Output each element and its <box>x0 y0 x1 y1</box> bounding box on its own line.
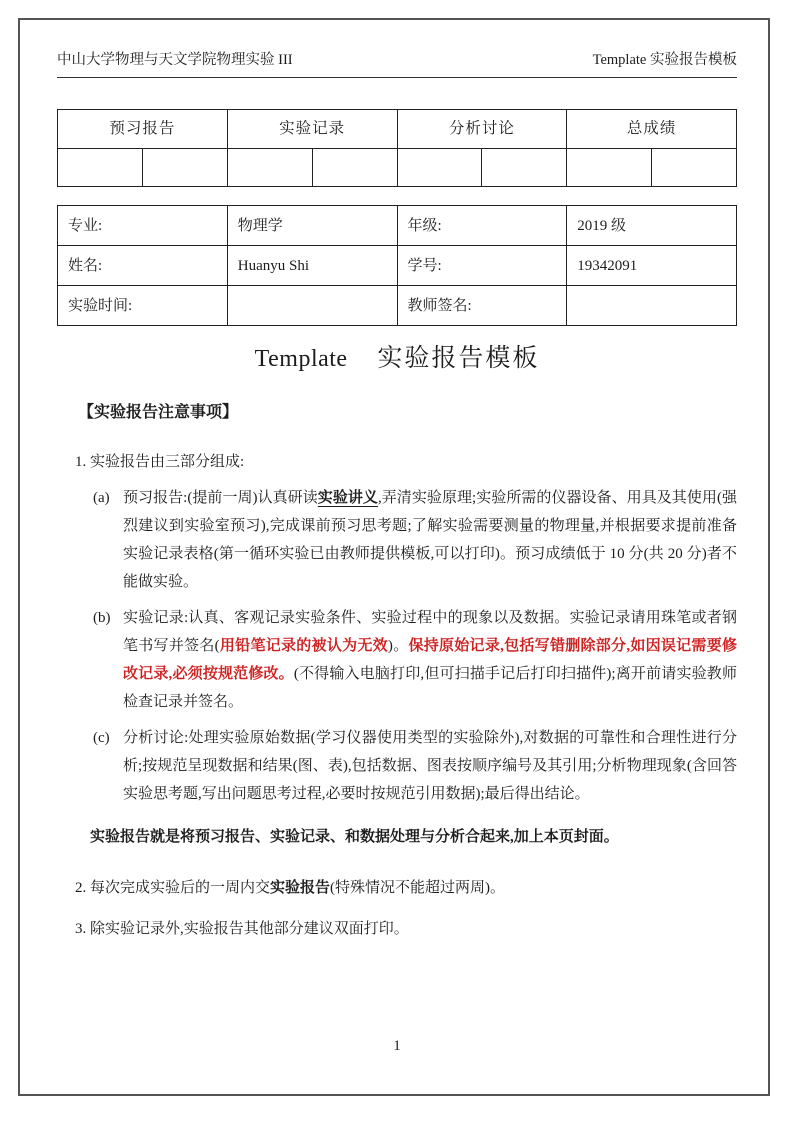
info-value-student-id: 19342091 <box>567 246 737 286</box>
notice-subitem-c-text: 分析讨论:处理实验原始数据(学习仪器使用类型的实验除外),对数据的可靠性和合理性进行分析;按规范呈现数据和结果(图、表),包括数据、图表按顺序编号及其引用;分析物理现象(含回答实验思考题,写出问题思考过程,必要时按规范引用数据);最后得出结论。 <box>123 730 737 802</box>
notice-item-3-marker: 3. <box>75 921 87 937</box>
notice-subitem-b-text: 实验记录:认真、客观记录实验条件、实验过程中的现象以及数据。实验记录请用珠笔或者钢笔书写并签名(用铅笔记录的被认为无效)。保持原始记录,包括写错删除部分,如因误记需要修改记录,必须按规范修改。(不得输入电脑打印,但可扫描手记后打印扫描件);离开前请实验教师检查记录并签名。 <box>123 610 737 710</box>
notice-item-1 <box>57 448 737 476</box>
info-label-teacher-signature: 教师签名: <box>397 286 567 326</box>
notice-item-3-text: 除实验记录外,实验报告其他部分建议双面打印。 <box>90 921 409 937</box>
student-info-table <box>57 205 737 326</box>
grade-empty-cell <box>397 149 482 187</box>
notice-item-3 <box>57 915 737 943</box>
info-label-name: 姓名: <box>58 246 228 286</box>
page-header <box>57 52 737 78</box>
grade-header-total-score: 总成绩 <box>567 110 737 149</box>
info-label-student-id: 学号: <box>397 246 567 286</box>
notice-heading: 【实验报告注意事项】 <box>78 404 239 421</box>
notice-subitem-c-marker: (c) <box>93 730 110 746</box>
grade-table-score-row <box>58 149 737 187</box>
notice-summary: 实验报告就是将预习报告、实验记录、和数据处理与分析合起来,加上本页封面。 <box>90 829 619 845</box>
notice-subitem-a-marker: (a) <box>93 490 110 506</box>
page-content <box>57 0 737 943</box>
notice-subitem-b-marker: (b) <box>93 610 111 626</box>
info-value-name: Huanyu Shi <box>227 246 397 286</box>
notice-item-2-marker: 2. <box>75 880 87 896</box>
grade-empty-cell <box>482 149 567 187</box>
notice-item-2 <box>57 874 737 902</box>
header-right-text: Template 实验报告模板 <box>592 52 737 68</box>
grade-empty-cell <box>58 149 143 187</box>
notice-subitem-b <box>57 604 737 716</box>
notice-subitem-c <box>57 724 737 808</box>
info-value-grade-year: 2019 级 <box>567 206 737 246</box>
info-value-experiment-time <box>227 286 397 326</box>
info-row-time-signature <box>58 286 737 326</box>
notice-item-1-text: 实验报告由三部分组成: <box>90 454 245 470</box>
report-title-chinese: 实验报告模板 <box>377 345 540 372</box>
report-title <box>57 341 737 380</box>
notice-subitem-a-text: 预习报告:(提前一周)认真研读实验讲义,弄清实验原理;实验所需的仪器设备、用具及其使用(强烈建议到实验室预习),完成课前预习思考题;了解实验需要测量的物理量,并根据要求提前准备实验记录表格(第一循环实验已由教师提供模板,可以打印)。预习成绩低于 10 分(共 20 分)者不能做实验。 <box>123 490 737 590</box>
grade-table-header-row <box>58 110 737 149</box>
page-number: 1 <box>393 1038 401 1054</box>
grade-empty-cell <box>312 149 397 187</box>
info-label-grade-year: 年级: <box>397 206 567 246</box>
grade-header-analysis-discussion: 分析讨论 <box>397 110 567 149</box>
header-left-text: 中山大学物理与天文学院物理实验 III <box>57 52 293 68</box>
report-title-english: Template <box>254 346 348 372</box>
info-row-name-id <box>58 246 737 286</box>
grade-empty-cell <box>652 149 737 187</box>
grade-header-preview-report: 预习报告 <box>58 110 228 149</box>
notice-item-1-marker: 1. <box>75 454 87 470</box>
grade-empty-cell <box>142 149 227 187</box>
grade-header-experiment-record: 实验记录 <box>227 110 397 149</box>
info-value-teacher-signature <box>567 286 737 326</box>
grade-empty-cell <box>227 149 312 187</box>
grade-table <box>57 109 737 187</box>
notice-item-2-text: 每次完成实验后的一周内交实验报告(特殊情况不能超过两周)。 <box>90 880 506 896</box>
info-label-major: 专业: <box>58 206 228 246</box>
info-row-major-year <box>58 206 737 246</box>
info-label-experiment-time: 实验时间: <box>58 286 228 326</box>
info-value-major: 物理学 <box>227 206 397 246</box>
grade-empty-cell <box>567 149 652 187</box>
notice-subitem-a <box>57 484 737 596</box>
